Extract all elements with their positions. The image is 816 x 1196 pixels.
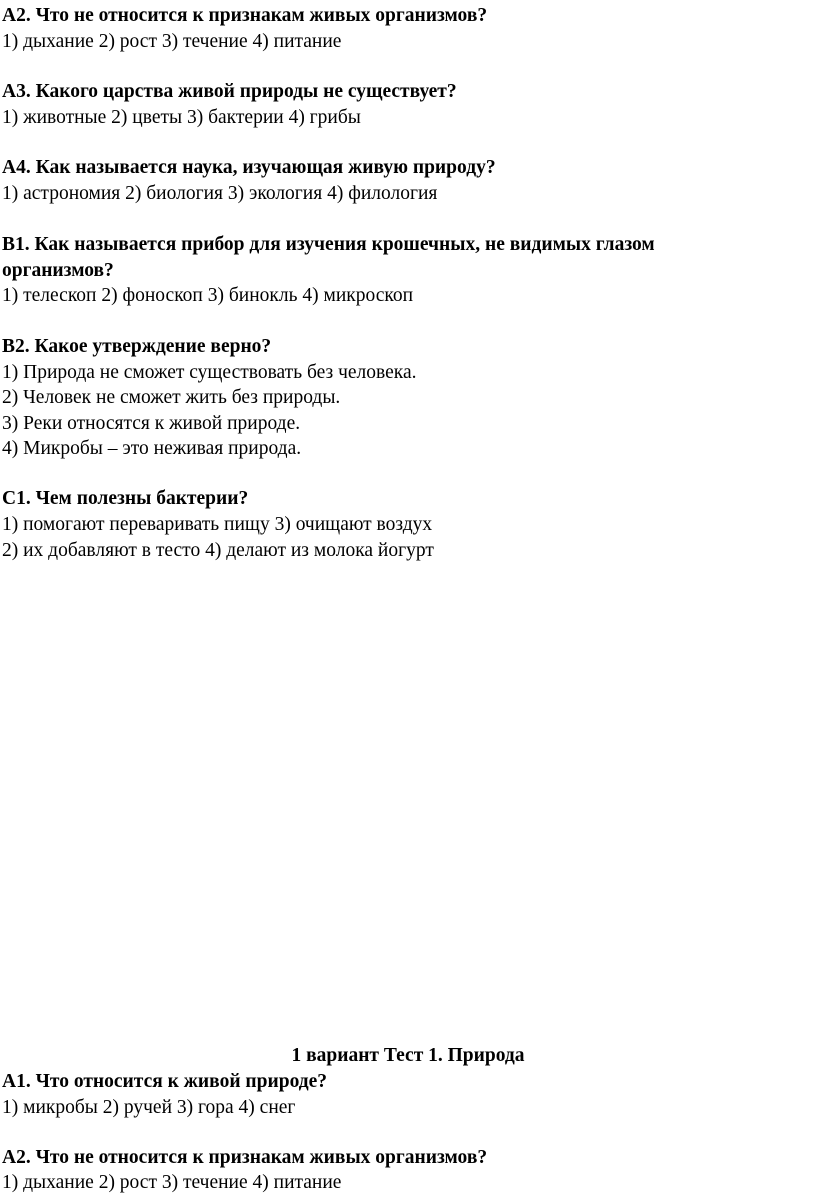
answer-b2-2: 2) Человек не сможет жить без природы. [2,387,341,408]
answer-b2-1: 1) Природа не сможет существовать без человека. [2,362,417,383]
question-a2-repeat: А2. Что не относится к признакам живых организмов? [2,1147,488,1168]
answers-b1: 1) телескоп 2) фоноскоп 3) бинокль 4) микроскоп [2,285,414,306]
question-c1: С1. Чем полезны бактерии? [2,488,249,509]
question-a4: А4. Как называется наука, изучающая живую природу? [2,157,496,178]
answer-b2-4: 4) Микробы – это неживая природа. [2,438,302,459]
answer-b2-3: 3) Реки относятся к живой природе. [2,413,301,434]
test-heading: 1 вариант Тест 1. Природа [291,1045,525,1066]
answers-a4: 1) астрономия 2) биология 3) экология 4) филология [2,183,438,204]
answers-a2: 1) дыхание 2) рост 3) течение 4) питание [2,31,342,52]
answers-a2-repeat: 1) дыхание 2) рост 3) течение 4) питание [2,1172,342,1193]
question-a1: А1. Что относится к живой природе? [2,1071,328,1092]
question-a3: А3. Какого царства живой природы не существует? [2,81,457,102]
question-a2: А2. Что не относится к признакам живых организмов? [2,5,488,26]
question-b1-line2: организмов? [2,260,114,281]
answers-a1: 1) микробы 2) ручей 3) гора 4) снег [2,1097,296,1118]
question-b1-line1: В1. Как называется прибор для изучения крошечных, не видимых глазом [2,234,655,255]
question-b2: В2. Какое утверждение верно? [2,336,272,357]
answers-c1-line2: 2) их добавляют в тесто 4) делают из молока йогурт [2,540,434,561]
answers-c1-line1: 1) помогают переваривать пищу 3) очищают воздух [2,514,433,535]
answers-a3: 1) животные 2) цветы 3) бактерии 4) грибы [2,107,361,128]
